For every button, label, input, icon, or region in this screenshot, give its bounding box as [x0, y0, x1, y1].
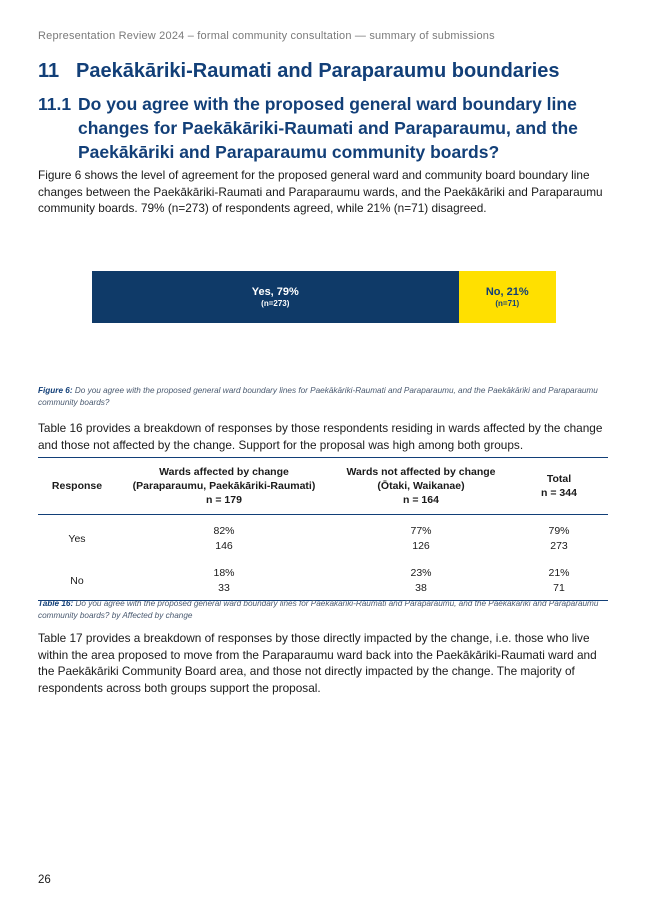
row-not-affected — [332, 515, 510, 558]
table-row — [38, 515, 608, 558]
cell-pct: 82% — [213, 525, 235, 537]
figure-caption-label: Figure 6: — [38, 386, 73, 395]
table-16 — [38, 457, 608, 601]
row-total — [510, 515, 608, 558]
header-not-affected — [332, 458, 510, 515]
page-number: 26 — [38, 874, 51, 886]
header-affected — [116, 458, 332, 515]
row-response: No — [38, 557, 116, 601]
header-not-affected-line1: Wards not affected by change — [346, 466, 496, 478]
header-total-line1: Total — [546, 473, 572, 485]
subsection-number: 11.1 — [38, 94, 72, 114]
header-not-affected-line3: n = 164 — [403, 494, 439, 506]
cell-count: 126 — [412, 540, 430, 552]
bar-label: Yes, 79% — [251, 286, 299, 298]
bar-segment-yes — [92, 271, 459, 323]
section-heading — [38, 60, 628, 83]
table-row — [38, 557, 608, 601]
row-total — [510, 557, 608, 601]
cell-count: 71 — [553, 582, 565, 594]
running-header: Representation Review 2024 – formal community consultation — summary of submissions — [38, 30, 495, 42]
row-affected — [116, 557, 332, 601]
bar-label: No, 21% — [485, 286, 529, 298]
cell-pct: 21% — [548, 567, 570, 579]
header-affected-line3: n = 179 — [206, 494, 242, 506]
header-affected-line2: (Paraparaumu, Paekākāriki-Raumati) — [132, 480, 316, 492]
bar-count-label: (n=71) — [495, 299, 520, 308]
section-number: 11 — [38, 60, 60, 82]
cell-count: 273 — [550, 540, 568, 552]
subsection-heading — [38, 92, 598, 164]
table17-intro: Table 17 provides a breakdown of responses by those directly impacted by the change, i.e. those who live within the area proposed to move from the Paraparaumu ward back into the Paekākāriki-Raumati ward and the Paekākāriki Community Board area, and those not directly impacted by the change. The majority of respondents across both groups support the proposal. — [38, 631, 597, 695]
table16-caption — [38, 598, 608, 621]
row-not-affected — [332, 557, 510, 601]
header-affected-line1: Wards affected by change — [159, 466, 289, 478]
bar-count-label: (n=273) — [261, 299, 290, 308]
section-title: Paekākāriki-Raumati and Paraparaumu boundaries — [76, 60, 560, 82]
table16-caption-text: Do you agree with the proposed general ward boundary lines for Paekākāriki-Raumati and Paraparaumu, and the Paekākāriki and Paraparaumu community boards? by Affected by change — [38, 599, 599, 620]
intro-paragraph: Figure 6 shows the level of agreement for the proposed general ward and community board boundary line changes between the Paekākāriki-Raumati and Paraparaumu wards, and the Paekākāriki and Paraparaumu community boards. 79% (n=273) of respondents agreed, while 21% (n=71) disagreed. — [38, 168, 603, 215]
subsection-title: Do you agree with the proposed general ward boundary line changes for Paekākāriki-Raumati and Paraparaumu, and the Paekākāriki and Paraparaumu community boards? — [78, 94, 578, 162]
figure-caption — [38, 385, 608, 408]
table16-intro: Table 16 provides a breakdown of responses by those respondents residing in wards affected by the change and those not affected by the change. Support for the proposal was high among both groups. — [38, 421, 603, 452]
row-affected — [116, 515, 332, 558]
row-response: Yes — [68, 532, 86, 545]
header-total-line2: n = 344 — [541, 487, 577, 499]
cell-pct: 23% — [410, 567, 432, 579]
agreement-chart — [92, 271, 556, 323]
cell-pct: 77% — [410, 525, 432, 537]
bar-segment-no — [459, 271, 556, 323]
cell-count: 33 — [218, 582, 230, 594]
cell-count: 146 — [215, 540, 233, 552]
table-header-row — [38, 458, 608, 515]
header-total — [510, 458, 608, 515]
cell-count: 38 — [415, 582, 427, 594]
cell-pct: 18% — [213, 567, 235, 579]
figure-caption-text: Do you agree with the proposed general ward boundary lines for Paekākāriki-Raumati and Paraparaumu, and the Paekākāriki and Paraparaumu community boards? — [38, 386, 598, 407]
header-response: Response — [38, 458, 116, 515]
cell-pct: 79% — [548, 525, 570, 537]
table16-caption-label: Table 16: — [38, 599, 74, 608]
header-not-affected-line2: (Ōtaki, Waikanae) — [377, 480, 465, 492]
